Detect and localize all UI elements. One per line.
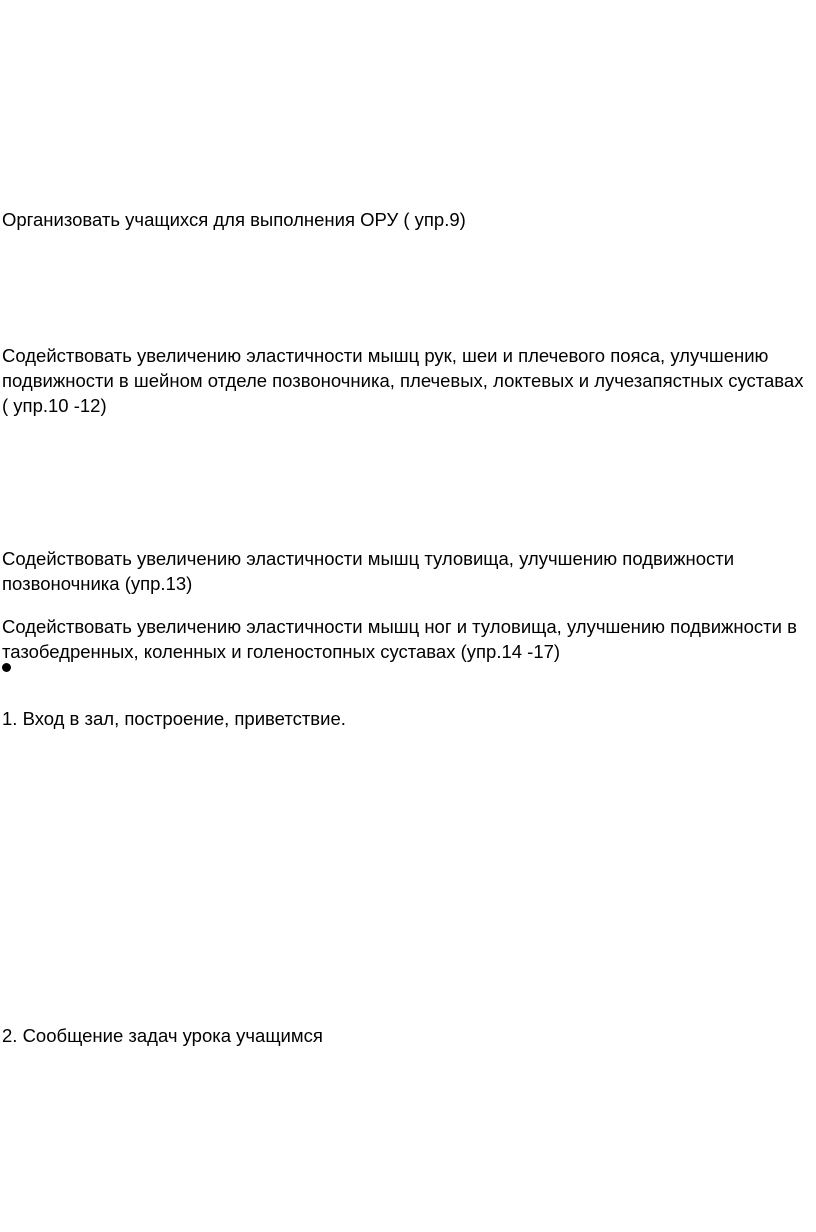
paragraph-organize-ory: Организовать учащихся для выполнения ОРУ ( упр.9) xyxy=(2,209,466,230)
paragraph-entry-greeting: 1. Вход в зал, построение, приветствие. xyxy=(2,708,346,729)
bullet-dot-icon xyxy=(2,663,11,672)
paragraph-legs-torso: Содействовать увеличению эластичности мышц ног и туловища, улучшению подвижности в тазобедренных, коленных и голеностопных суставах (упр.14 -17) xyxy=(2,616,797,662)
paragraph-arms-neck-shoulders: Содействовать увеличению эластичности мышц рук, шеи и плечевого пояса, улучшению подвижности в шейном отделе позвоночника, плечевых, локтевых и лучезапястных суставах ( упр.10 -12) xyxy=(2,345,804,416)
paragraph-torso-spine: Содействовать увеличению эластичности мышц туловища, улучшению подвижности позвоночника (упр.13) xyxy=(2,548,735,594)
paragraph-lesson-tasks: 2. Сообщение задач урока учащимся xyxy=(2,1025,323,1046)
